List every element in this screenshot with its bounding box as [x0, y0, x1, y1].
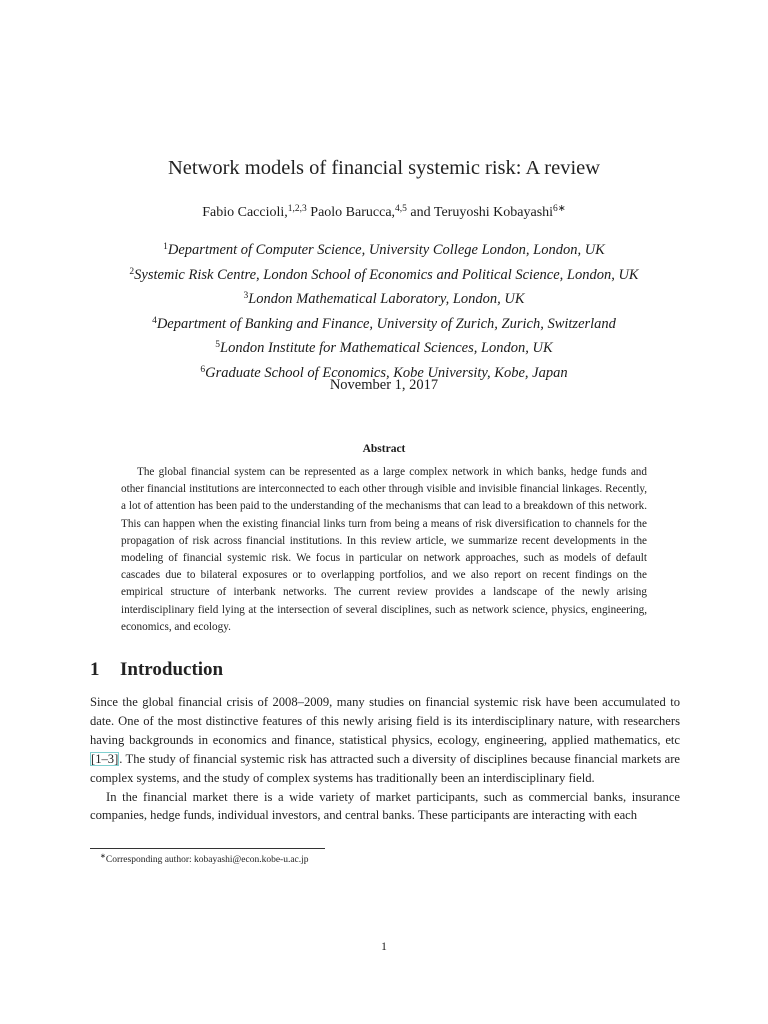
footnote-rule: [90, 848, 325, 849]
paragraph-1-text-b: . The study of financial systemic risk has attracted such a diversity of disciplines because financial markets are complex systems, and the study of complex systems has traditionally been an interdisciplinary field.: [90, 751, 680, 785]
author-caccioli-affil: 1,2,3: [287, 204, 307, 214]
affiliation-3-text: London Mathematical Laboratory, London, UK: [248, 291, 525, 307]
body-text: [90, 693, 680, 825]
citation-link[interactable]: [1–3]: [91, 751, 119, 766]
footnote-text: Corresponding author: kobayashi@econ.kobe-u.ac.jp: [105, 855, 309, 866]
footnote-marker: ∗: [100, 852, 106, 860]
abstract-heading: Abstract: [362, 443, 406, 455]
affiliation-4-number: 4: [152, 315, 157, 326]
paper-title: Network models of financial systemic risk: A review: [167, 157, 601, 179]
affiliation-1-text: Department of Computer Science, University College London, London, UK: [167, 242, 605, 258]
affiliation-5: [0, 335, 768, 360]
author-barucca-affil: 4,5: [395, 204, 407, 214]
affiliation-1-number: 1: [163, 242, 168, 252]
author-caccioli: Fabio Caccioli,: [202, 205, 288, 220]
paragraph-1: [90, 693, 680, 788]
paragraph-2: In the financial market there is a wide variety of market participants, such as commercial banks, insurance companies, hedge funds, individual investors, and central banks. These participants are interacting with each: [90, 789, 680, 823]
section-number: 1: [90, 659, 100, 680]
affiliation-5-text: London Institute for Mathematical Sciences, London, UK: [220, 340, 553, 356]
page-number: 1: [381, 941, 387, 953]
author-list: [0, 203, 768, 221]
affiliation-5-number: 5: [215, 340, 221, 350]
publication-date: November 1, 2017: [329, 377, 439, 393]
author-kobayashi: and Teruyoshi Kobayashi: [406, 205, 554, 220]
affiliation-3: [0, 286, 768, 311]
footnote: [100, 852, 309, 865]
affiliation-6-text: Graduate School of Economics, Kobe University, Kobe, Japan: [205, 364, 568, 381]
section-heading-introduction: [90, 659, 223, 681]
affiliation-6-number: 6: [200, 364, 206, 375]
affiliation-4: [0, 311, 768, 336]
author-kobayashi-affil: 6∗: [553, 204, 566, 214]
author-barucca: Paolo Barucca,: [306, 205, 396, 220]
affiliation-3-number: 3: [243, 291, 249, 301]
affiliation-2-text: Systemic Risk Centre, London School of Economics and Political Science, London, UK: [134, 266, 639, 283]
section-title: Introduction: [120, 659, 224, 680]
affiliation-list: [0, 237, 768, 384]
affiliation-2: [0, 262, 768, 287]
affiliation-2-number: 2: [129, 266, 135, 277]
affiliation-1: [0, 237, 768, 262]
paragraph-1-text-a: Since the global financial crisis of 2008–2009, many studies on financial systemic risk have been accumulated to date. One of the most distinctive features of this newly arising field is its interdisciplinary nature, with researchers having backgrounds in economics and finance, statistical physics, ecology, engineering, applied mathematics, etc: [90, 695, 680, 747]
abstract-text: The global financial system can be represented as a large complex network in which banks, hedge funds and other financial institutions are interconnected to each other through visible and invisible financial linkages. Recently, a lot of attention has been paid to the understanding of the mechanisms that can lead to a breakdown of this network. This can happen when the existing financial links turn from being a means of risk diversification to channels for the propagation of risk across financial institutions. In this review article, we summarize recent developments in the modeling of financial systemic risk. We focus in particular on network approaches, such as models of default cascades due to bilateral exposures or to overlapping portfolios, and we also report on recent findings on the empirical structure of interbank networks. The current review provides a landscape of the newly arising interdisciplinary field lying at the intersection of several disciplines, such as network science, physics, engineering, economics, and ecology.: [121, 466, 647, 633]
affiliation-4-text: Department of Banking and Finance, University of Zurich, Zurich, Switzerland: [156, 315, 616, 332]
